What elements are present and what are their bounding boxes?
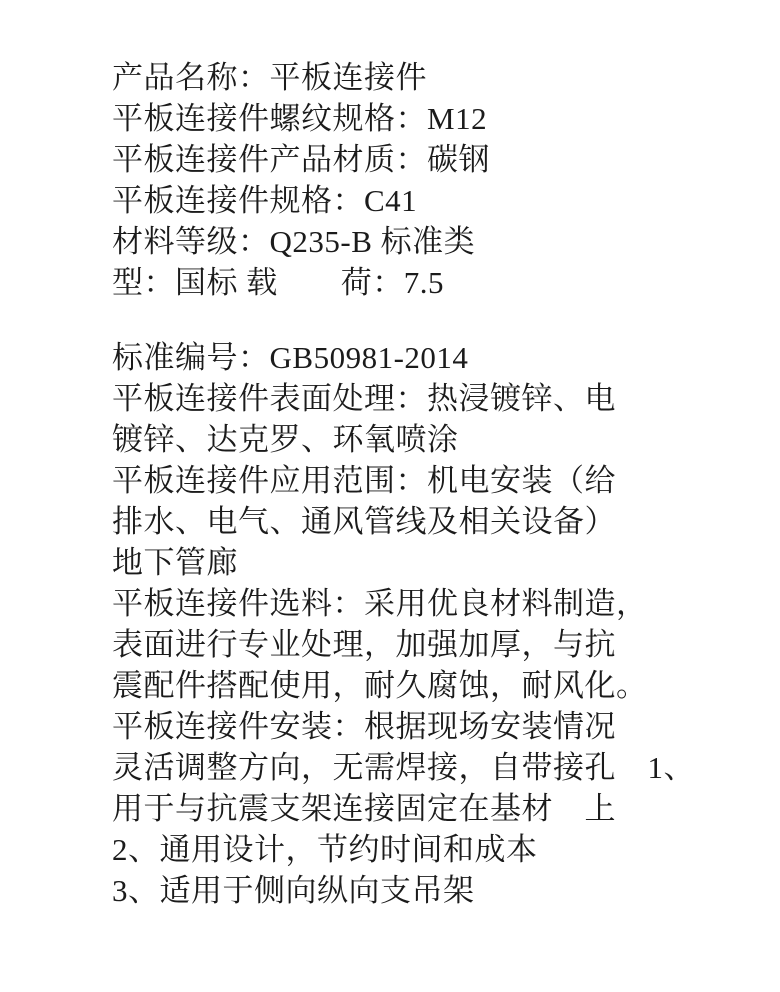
text-line-material-selection-cont: 表面进行专业处理，加强加厚，与抗 — [112, 627, 616, 662]
text-line-thread-spec: 平板连接件螺纹规格：M12 — [112, 101, 488, 136]
text-line-feature-3: 3、适用于侧向纵向支吊架 — [112, 873, 475, 908]
product-description — [112, 57, 750, 911]
text-line-installation-cont: 灵活调整方向，无需焊接，自带接孔 1、 — [112, 750, 695, 785]
text-line-surface-treatment-cont: 镀锌、达克罗、环氧喷涂 — [112, 422, 459, 457]
text-line-application-cont2: 地下管廊 — [112, 545, 238, 580]
text-line-type-load: 型：国标 载 荷：7.5 — [112, 265, 444, 300]
text-line-installation: 平板连接件安装：根据现场安装情况 — [112, 709, 616, 744]
text-line-surface-treatment: 平板连接件表面处理：热浸镀锌、电 — [112, 381, 616, 416]
text-line-application-scope: 平板连接件应用范围：机电安装（给 — [112, 463, 616, 498]
text-line-application-cont: 排水、电气、通风管线及相关设备） — [112, 504, 616, 539]
text-line-material-selection-cont2: 震配件搭配使用，耐久腐蚀，耐风化。 — [112, 668, 648, 703]
text-line-material-selection: 平板连接件选料：采用优良材料制造， — [112, 586, 648, 621]
text-line-feature-2: 2、通用设计，节约时间和成本 — [112, 832, 538, 867]
paragraph-gap — [112, 303, 750, 337]
text-line-standard-number: 标准编号：GB50981-2014 — [112, 340, 469, 375]
spec-block — [112, 57, 750, 303]
text-line-spec: 平板连接件规格：C41 — [112, 183, 418, 218]
text-line-material-grade: 材料等级：Q235-B 标准类 — [112, 224, 476, 259]
text-line-product-name: 产品名称：平板连接件 — [112, 60, 427, 95]
detail-block — [112, 337, 750, 911]
text-line-material: 平板连接件产品材质：碳钢 — [112, 142, 490, 177]
text-line-feature-1: 用于与抗震支架连接固定在基材 上 — [112, 791, 616, 826]
